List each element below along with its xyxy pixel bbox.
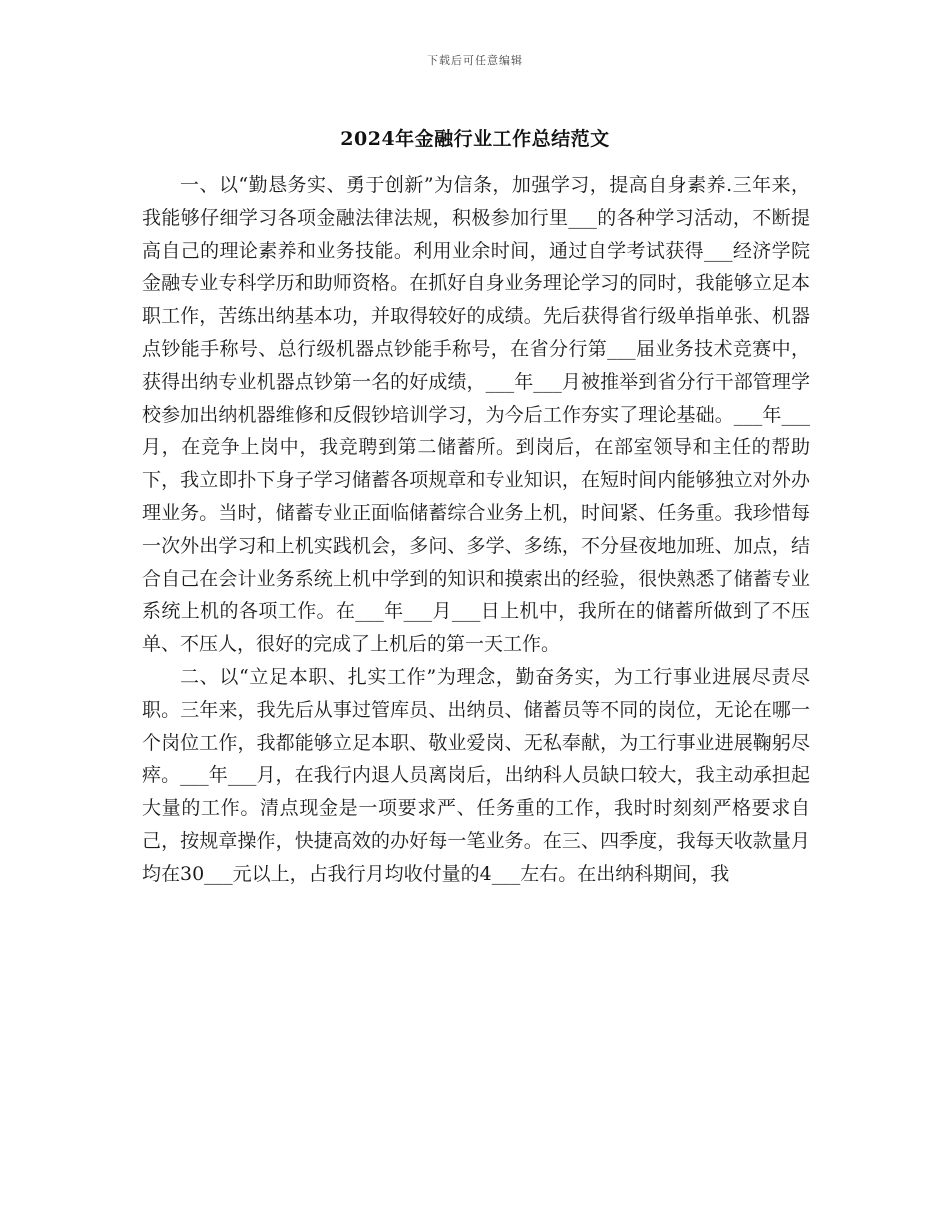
header-note: 下载后可任意编辑 <box>427 54 523 67</box>
paragraph-1: 一、以“勤恳务实、勇于创新”为信条，加强学习，提高自身素养.三年来，我能够仔细学习各项金融法律法规，积极参加行里___的各种学习活动，不断提高自己的理论素养和业务技能。利用业余时间，通过自学考试获得___经济学院金融专业专科学历和助师资格。在抓好自身业务理论学习的同时，我能够立足本职工作，苦练出纳基本功，并取得较好的成绩。先后获得省行级单指单张、机器点钞能手称号、总行级机器点钞能手称号，在省分行第___届业务技术竞赛中，获得出纳专业机器点钞第一名的好成绩，___年___月被推举到省分行干部管理学校参加出纳机器维修和反假钞培训学习，为今后工作夯实了理论基础。___年___月，在竞争上岗中，我竞聘到第二储蓄所。到岗后，在部室领导和主任的帮助下，我立即扑下身子学习储蓄各项规章和专业知识，在短时间内能够独立对外办理业务。当时，储蓄专业正面临储蓄综合业务上机，时间紧、任务重。我珍惜每一次外出学习和上机实践机会，多问、多学、多练，不分昼夜地加班、加点，结合自己在会计业务系统上机中学到的知识和摸索出的经验，很快熟悉了储蓄专业系统上机的各项工作。在___年___月___日上机中，我所在的储蓄所做到了不压单、不压人，很好的完成了上机后的第一天工作。 <box>142 174 810 656</box>
paragraph-2: 二、以“立足本职、扎实工作”为理念，勤奋务实，为工行事业进展尽责尽职。三年来，我先后从事过管库员、出纳员、储蓄员等不同的岗位，无论在哪一个岗位工作，我都能够立足本职、敬业爱岗、无私奉献，为工行事业进展鞠躬尽瘁。___年___月，在我行内退人员离岗后，出纳科人员缺口较大，我主动承担起大量的工作。清点现金是一项要求严、任务重的工作，我时时刻刻严格要求自己，按规章操作，快捷高效的办好每一笔业务。在三、四季度，我每天收款量月均在30___元以上，占我行月均收付量的4___左右。在出纳科期间，我 <box>142 665 810 885</box>
document-body <box>142 169 810 891</box>
document-title: 2024年金融行业工作总结范文 <box>340 128 610 150</box>
